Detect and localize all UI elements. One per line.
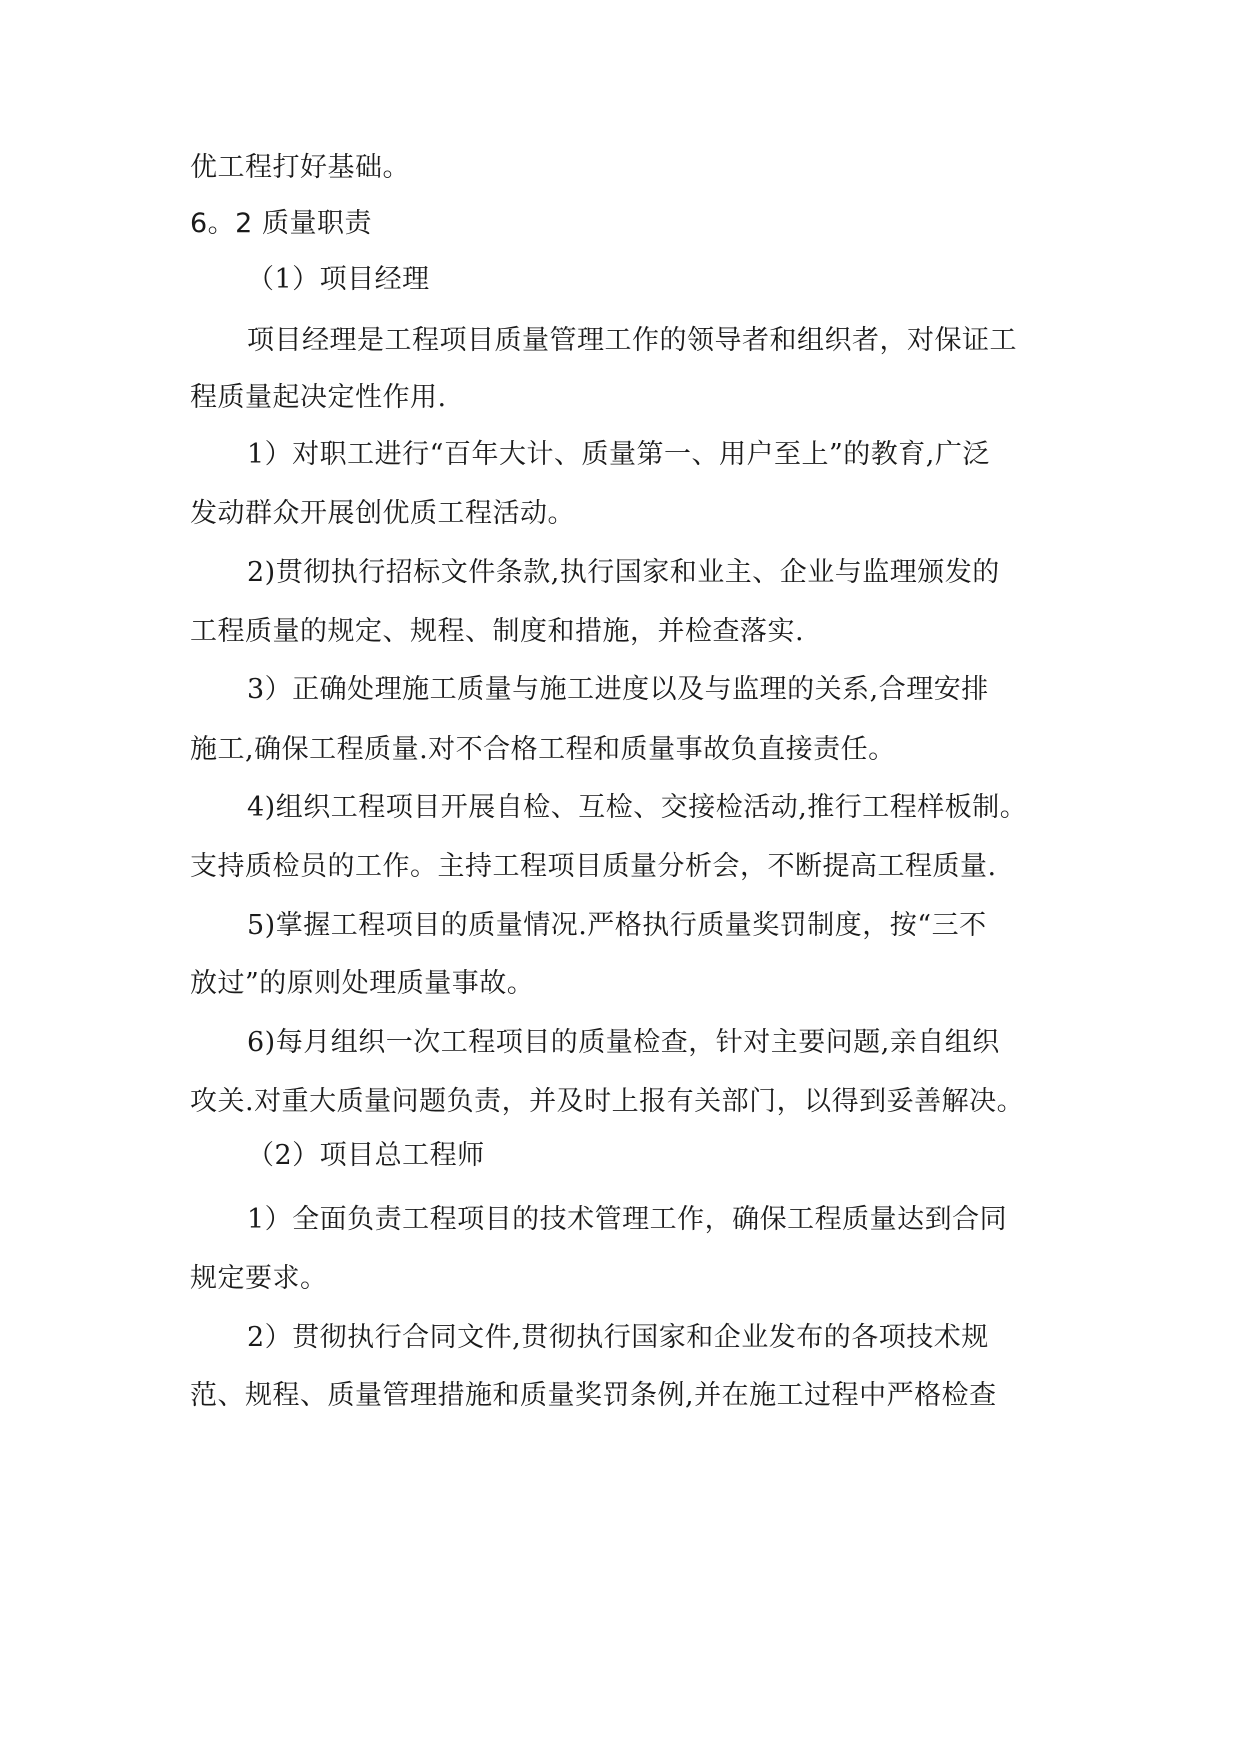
list-item-line: 3）正确处理施工质量与施工进度以及与监理的关系,合理安排 bbox=[247, 674, 989, 705]
list-item-line: 6)每月组织一次工程项目的质量检查，针对主要问题,亲自组织 bbox=[247, 1027, 1000, 1058]
list-item-line: 2）贯彻执行合同文件,贯彻执行国家和企业发布的各项技术规 bbox=[247, 1322, 989, 1353]
list-item-line: 范、规程、质量管理措施和质量奖罚条例,并在施工过程中严格检查 bbox=[190, 1380, 997, 1411]
paragraph-line: 优工程打好基础。 bbox=[190, 152, 410, 183]
list-item-line: 4)组织工程项目开展自检、互检、交接检活动,推行工程样板制。 bbox=[247, 792, 1028, 823]
list-item-line: 1）全面负责工程项目的技术管理工作，确保工程质量达到合同 bbox=[247, 1204, 1008, 1235]
section-heading: 6。2 质量职责 bbox=[190, 208, 372, 239]
subsection-heading: （2）项目总工程师 bbox=[247, 1140, 485, 1171]
list-item-line: 5)掌握工程项目的质量情况.严格执行质量奖罚制度，按“三不 bbox=[247, 910, 987, 941]
paragraph-line: 项目经理是工程项目质量管理工作的领导者和组织者，对保证工 bbox=[247, 325, 1017, 356]
list-item-line: 2)贯彻执行招标文件条款,执行国家和业主、企业与监理颁发的 bbox=[247, 557, 1000, 588]
list-item-line: 规定要求。 bbox=[190, 1263, 328, 1294]
list-item-line: 攻关.对重大质量问题负责，并及时上报有关部门，以得到妥善解决。 bbox=[190, 1086, 1025, 1117]
list-item-line: 工程质量的规定、规程、制度和措施，并检查落实. bbox=[190, 616, 805, 647]
list-item-line: 1）对职工进行“百年大计、质量第一、用户至上”的教育,广泛 bbox=[247, 439, 990, 470]
list-item-line: 放过”的原则处理质量事故。 bbox=[190, 968, 535, 999]
list-item-line: 施工,确保工程质量.对不合格工程和质量事故负直接责任。 bbox=[190, 734, 896, 765]
subsection-heading: （1）项目经理 bbox=[247, 264, 430, 295]
list-item-line: 支持质检员的工作。主持工程项目质量分析会，不断提高工程质量. bbox=[190, 851, 997, 882]
paragraph-line: 程质量起决定性作用. bbox=[190, 382, 447, 413]
list-item-line: 发动群众开展创优质工程活动。 bbox=[190, 498, 575, 529]
